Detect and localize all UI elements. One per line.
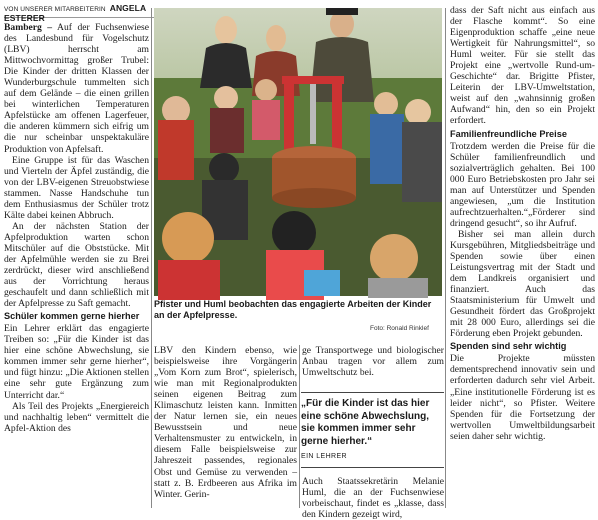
subheading: Schüler kommen gerne hierher (4, 311, 140, 322)
paragraph: dass der Saft nicht aus einfach aus der Flasche kommt“. So eine Eigenproduktion schaffe „eine neue Wertigkeit für Nahrungsmittel“, so Huml weiter. Für sie stellt das Projekt eine „wertvolle Rund-um-Geschichte“ dar. Brigitte Pfister, Leiterin der LBV-Umweltstation, weist auf den „wahnsinnig großen Aufwand“ hin, den so ein Projekt erfordert. (450, 5, 595, 127)
paragraph: Auch Staatssekretärin Melanie Huml, die an der Fuchsenwiese vorbeischaut, findet es „klasse, dass den Kindern gezeigt wird, (302, 476, 444, 520)
byline (4, 3, 154, 23)
pull-quote (301, 392, 444, 468)
paragraph: Als Teil des Projekts „Energiereich und nachhaltig leben“ vermittelt die Apfel-Aktion des (4, 400, 149, 434)
byline-author: ANGELA ESTERER (4, 3, 146, 23)
subheading: Familienfreundliche Preise (450, 128, 567, 139)
pull-quote-text: „Für die Kinder ist das hier eine schöne Abwechslung, sie kommen immer sehr gerne hierher.“ (301, 398, 430, 447)
paragraph: Bisher sei man allein durch Kursgebühren, Mitgliedsbeiträge und Spenden sowie über einen Leistungsvertrag mit der Stadt und dem Landkreis organisiert und finanziert. Auch das Staatsministerium für Umwelt und Gesundheit fördert das Großprojekt mit 28 000 Euro, allerdings sei die Förderung eben Projekt gebunden. (450, 228, 595, 340)
article-photo (154, 8, 442, 296)
subheading: Spenden sind sehr wichtig (450, 341, 567, 352)
column-rule (151, 8, 152, 508)
dateline: Bamberg – (4, 22, 53, 33)
paragraph (4, 22, 149, 155)
article-column-1 (4, 22, 149, 510)
article-column-4 (450, 5, 595, 510)
photo-caption: Pfister und Huml beobachten das engagierte Arbeiten der Kinder an der Apfelpresse. (154, 299, 432, 320)
paragraph: Trotzdem werden die Preise für die Schüler familienfreundlich und sozialverträglich gehalten. Bei 100 000 Euro Betriebskosten pro Jahr sei man auf Unterstützer und Spenden angewiesen, „um die Institution aufrechtzuerhalten.“„Förderer sind dringend gesucht“, so ihr Aufruf. (450, 140, 595, 229)
column-rule (299, 345, 300, 508)
photo-illustration (154, 8, 442, 296)
paragraph: Die Projekte müssten dementsprechend innovativ sein und erforderten dadurch sehr viel Arbeit. „Eine institutionelle Förderung ist es leider nicht“, so Pfister. Weitere Spenden für die Fortsetzung der wertvollen Umweltbildungsarbeit seien daher sehr wichtig. (450, 353, 595, 442)
article-column-3 (302, 345, 444, 385)
article-column-2 (154, 345, 297, 511)
article-column-3b (302, 476, 444, 520)
paragraph: LBV den Kindern ebenso, wie beispielsweise ihre Vorgängerin „Vom Korn zum Brot“, spielerisch, wie man mit Regionalprodukten seinen eigenen Beitrag zum Klimaschutz leisten kann. Inmitten der Natur lernen sie, ein neues Bewusstsein und neue Verhaltensmuster zu entwickeln, in diesem Falle beispielsweise zur Jahreszeit passendes, regionales Obst und Gemüse zu verwenden – statt z. B. Erdbeeren aus Afrika im Winter. Gerin- (154, 345, 297, 500)
pull-quote-attribution: EIN LEHRER (301, 451, 444, 468)
paragraph: Ein Lehrer erklärt das engagierte Treiben so: „Für die Kinder ist das hier eine schöne Abwechslung, sie kommen immer sehr gerne hierher“, und fügt hinzu: „Die Aktionen stellen eine sehr gute Ergänzung zum Unterricht dar.“ (4, 323, 149, 401)
column-rule (445, 8, 446, 508)
paragraph: ge Transportwege und biologischer Anbau tragen vor allem zum Umweltschutz bei. (302, 345, 444, 379)
paragraph-text: Auf der Fuchsenwiese des Landesbund für Vogelschutz (LBV) herrscht am Mittwochvormittag großer Trubel: Die Kinder der dritten Klassen der Wunderburgschule tummelten sich auf dem Gelände – die einen grillen bei winterlichen Temperaturen Apfelstücke am offenen Lagerfeuer, die anderen kümmern sich eifrig um die nur scheinbar unspektakuläre Produktion von Apfelsaft. (4, 22, 149, 155)
byline-prefix: VON UNSERER MITARBEITERIN (4, 6, 106, 13)
paragraph: An der nächsten Station der Apfelproduktion warten schon Mitschüler auf die Obststücke. Mit der Apfelmühle werden sie zu Brei zerdrückt, dieser wird anschließend aus der Vorrichtung heraus geschaufelt und dann schließlich mit der Apfelpresse zu Saft gemacht. (4, 220, 149, 310)
photo-credit: Foto: Ronald Rinklef (370, 325, 429, 332)
paragraph: Eine Gruppe ist für das Waschen und Vierteln der Äpfel zuständig, die von der LBV-eigenen Streuobstwiese stammen. Nasse Handschuhe tun dem Enthusiasmus der Schüler trotz Kälte dabei keinen Abbruch. (4, 154, 149, 221)
